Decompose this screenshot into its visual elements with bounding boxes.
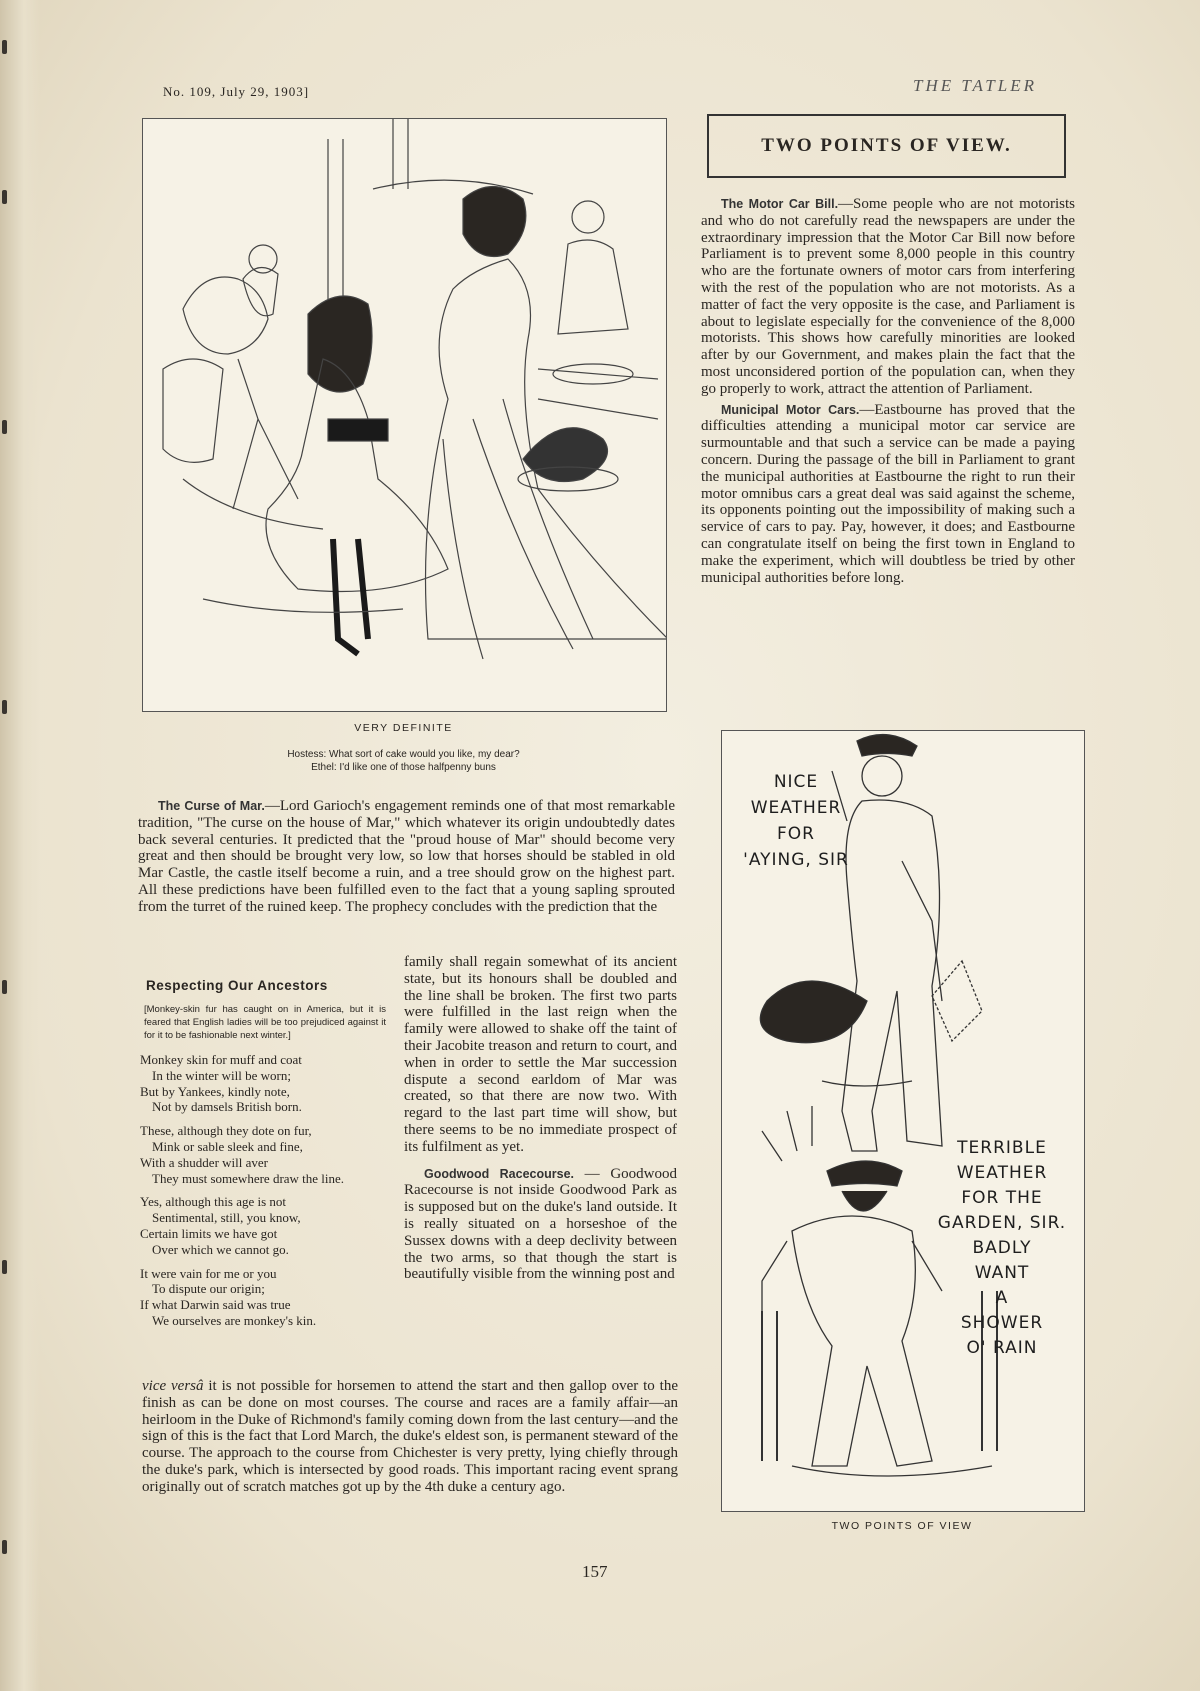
stanza-2 (140, 1123, 390, 1186)
caption-two-points-of-view: TWO POINTS OF VIEW (831, 1520, 973, 1532)
lead-municipal-motor-cars: Municipal Motor Cars. (721, 402, 860, 417)
caption-a: A (995, 1288, 1009, 1308)
article-title-box (707, 114, 1066, 178)
poem-line: But by Yankees, kindly note, (140, 1083, 290, 1099)
stanza-4 (140, 1266, 390, 1329)
goodwood-continued (142, 1378, 678, 1496)
stanza-1 (140, 1052, 390, 1115)
caption-want: WANT (974, 1263, 1030, 1283)
lead-motor-car-bill: The Motor Car Bill. (721, 197, 839, 211)
caption-very-definite: VERY DEFINITE (354, 722, 453, 734)
poem-stanzas (140, 1052, 390, 1329)
speech-nice-weather (736, 769, 856, 873)
paragraph-curse-of-mar (138, 798, 675, 916)
poem-line: Yes, although this age is not (140, 1194, 287, 1210)
caption-aying-sir: 'AYING, SIR (743, 850, 849, 870)
caption-weather-2: WEATHER (956, 1163, 1048, 1183)
caption-badly: BADLY (972, 1238, 1032, 1258)
poem-note: [Monkey-skin fur has caught on in America, but it is feared that English ladies will be too prejudiced against it for it to be fashionable next winter.] (144, 1004, 386, 1041)
poem-title: Respecting Our Ancestors (146, 978, 328, 993)
article-title: TWO POINTS OF VIEW. (761, 135, 1012, 156)
italic-vice-versa: vice versâ (142, 1378, 204, 1394)
party-scene-drawing (143, 119, 666, 711)
lead-goodwood: Goodwood Racecourse. (424, 1166, 574, 1181)
illustration-two-points (721, 730, 1085, 1512)
paragraph-motor-car-bill (701, 196, 1075, 398)
lead-curse-of-mar: The Curse of Mar. (158, 799, 265, 813)
text-curse-continued: family shall regain somewhat of its ancient state, but its honours shall be doubled and the line shall be broken. The first two parts were fulfilled in the last reign when the family were allowed to shake off the taint of their Jacobite treason and return to court, and when in order to settle the Mar succession dispute a second earldom of Mar was created, so that there are now two. With regard to the last part time will show, but there seems to be no immediate prospect of its fulfilment as yet. (404, 954, 677, 1155)
poem-line: We ourselves are monkey's kin. (152, 1312, 317, 1328)
caption-shower: SHOWER (960, 1313, 1044, 1333)
text-curse-of-mar: —Lord Garioch's engagement reminds one of that most remarkable tradition, "The curse on the house of Mar," which whatever its origin undoubtedly dates back several centuries. It predicted that the "proud house of Mar" should become very great and then should be brought very low, so low that horses should be stabled in old Mar Castle, the castle itself become a ruin, and a tree should grow on the highest part. All these predictions have been fulfilled even to the fact that a young sapling sprouted from the turret of the ruined keep. The prophecy concludes with the prediction that the (138, 798, 675, 915)
poem-line: To dispute our origin; (152, 1281, 265, 1297)
poem-line: Certain limits we have got (140, 1225, 278, 1241)
caption-for: FOR (777, 824, 815, 844)
caption-terrible: TERRIBLE (957, 1138, 1047, 1158)
poem-line: They must somewhere draw the line. (152, 1170, 345, 1186)
issue-header: No. 109, July 29, 1903] (163, 84, 310, 99)
poem-line: Monkey skin for muff and coat (140, 1052, 302, 1067)
text-municipal-motor-cars: —Eastbourne has proved that the difficulties attending a municipal motor car service are surmountable and that such a service can be made a paying concern. During the passage of the bill in Parliament to grant the municipal authorities at Eastbourne the right to run their motor omnibus cars a great deal was said against the scheme, its opponents pointing out the impossibility of making such a service of cars to pay. Pay, however, it does; and Eastbourne can congratulate itself on being the first town in England to make the experiment, which will doubtless be tried by other municipal authorities before long. (701, 401, 1075, 586)
poem-line: If what Darwin said was true (140, 1297, 291, 1313)
poem-line: Mink or sable sleek and fine, (152, 1138, 303, 1154)
caption-nice: NICE (773, 772, 819, 792)
paragraph-municipal-motor-cars (701, 402, 1075, 587)
caption-o-rain: O' RAIN (966, 1338, 1038, 1358)
speech-terrible-weather (922, 1136, 1082, 1361)
paragraph-goodwood (404, 1166, 677, 1284)
poem-line: These, although they dote on fur, (140, 1123, 312, 1139)
text-goodwood-narrow: — Goodwood Racecourse is not inside Goodwood Park as is supposed but on the duke's land outside. It is really situated on a horseshoe of the Sussex downs with a deep declivity between the two arms, so that though the start is beautifully visible from the winning post and (404, 1165, 677, 1283)
poem-line: Sentimental, still, you know, (152, 1210, 301, 1226)
text-goodwood-full: it is not possible for horsemen to attend the start and then gallop over to the finish as can be done on most courses. The course and races are a family affair—an heirloom in the Duke of Richmond's family coming down from the last century—and the sign of this is the fact that Lord March, the duke's eldest son, is permanent steward of the course. The approach to the course from Chichester is very pretty, lying chiefly through the duke's park, which is intersected by good roads. This important racing event sprang originally out of scratch matches got up by the 4th duke a century ago. (142, 1378, 678, 1495)
page-number: 157 (582, 1562, 608, 1581)
poem-line: It were vain for me or you (140, 1265, 277, 1281)
curse-of-mar-continued (404, 954, 677, 1283)
caption-line-ethel: Ethel: I'd like one of those halfpenny buns (311, 762, 496, 773)
caption-weather: WEATHER (750, 798, 842, 818)
illustration-very-definite (142, 118, 667, 712)
caption-for-the: FOR THE (961, 1188, 1043, 1208)
curse-of-mar-full (138, 798, 675, 916)
poem-line: In the winter will be worn; (152, 1067, 291, 1083)
poem-line: With a shudder will aver (140, 1154, 268, 1170)
publication-header: THE TATLER (913, 76, 1037, 95)
poem-line: Over which we cannot go. (152, 1241, 289, 1257)
caption-garden-sir: GARDEN, SIR. (937, 1213, 1067, 1233)
caption-line-hostess: Hostess: What sort of cake would you like, my dear? (287, 749, 520, 760)
page-spine (0, 0, 40, 1691)
text-motor-car-bill: —Some people who are not motorists and who do not carefully read the newspapers are under the extraordinary impression that the Motor Car Bill now before Parliament is to prevent some 8,000 people in this country who are the fortunate owners of motor cars from interfering with the rest of the population who are not motorists. As a matter of fact the very opposite is the case, and Parliament is about to legislate especially for the convenience of the 8,000 motorists. This shows how carefully minorities are looked after by our Government, and makes plain the fact that the most unconsidered portion of the population can, when they go properly to work, attract the attention of Parliament. (701, 196, 1075, 397)
stanza-3 (140, 1194, 390, 1257)
poem-block (140, 978, 390, 1337)
paragraph-goodwood-continued (142, 1378, 678, 1496)
poem-line: Not by damsels British born. (152, 1099, 302, 1115)
caption-dialogue (142, 748, 665, 774)
article-right-body (701, 196, 1075, 586)
